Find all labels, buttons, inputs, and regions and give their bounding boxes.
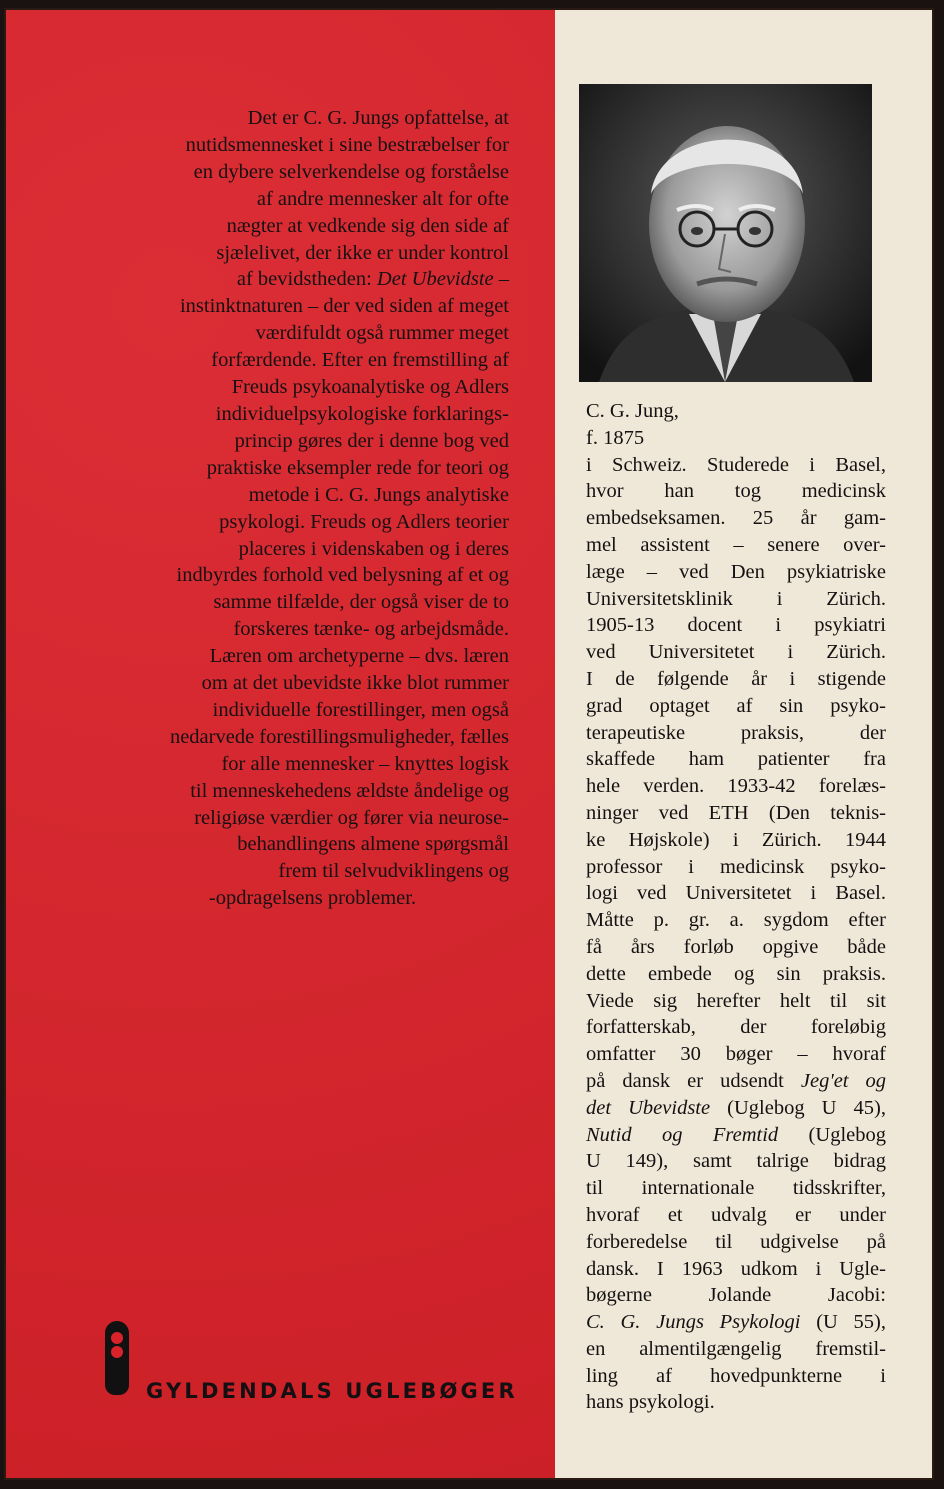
- line-text: (Uglebog: [778, 1123, 886, 1146]
- line-text: en almentilgængelig fremstil-: [586, 1337, 886, 1360]
- bio-line: [586, 478, 886, 505]
- blurb-line: [116, 858, 509, 885]
- line-text: læge – ved Den psykiatriske: [586, 560, 886, 583]
- line-text: terapeutiske praksis, der: [586, 721, 886, 744]
- blurb-line: [116, 240, 509, 267]
- blurb-line: [116, 132, 509, 159]
- line-text: ling af hovedpunkterne i: [586, 1364, 886, 1387]
- blurb-line: [116, 885, 509, 912]
- line-text: Freuds psykoanalytiske og Adlers: [231, 376, 509, 399]
- italic-title: det Ubevidste: [586, 1096, 711, 1119]
- owl-eye-icon: [111, 1332, 123, 1344]
- bio-line: [586, 1122, 886, 1149]
- line-text: ninger ved ETH (Den teknis-: [586, 801, 886, 824]
- blurb-line: [116, 266, 509, 293]
- line-text: individuelle forestillinger, men også: [212, 698, 509, 721]
- line-text: skaffede ham patienter fra: [586, 748, 886, 771]
- line-text: (U 55),: [800, 1311, 886, 1334]
- line-text: religiøse værdier og fører via neurose-: [194, 806, 509, 829]
- line-text: praktiske eksempler rede for teori og: [206, 456, 509, 479]
- line-text: logi ved Universitetet i Basel.: [586, 882, 886, 905]
- bio-line: [586, 827, 886, 854]
- italic-title: Jeg'et og: [800, 1069, 886, 1092]
- line-text: placeres i videnskaben og i deres: [238, 537, 509, 560]
- line-text: 1905-13 docent i psykiatri: [586, 614, 886, 637]
- bio-line: [586, 505, 886, 532]
- line-text: samme tilfælde, der også viser de to: [213, 591, 509, 614]
- bio-line: [586, 559, 886, 586]
- blurb-line: [116, 509, 509, 536]
- line-text: instinktnaturen – der ved siden af meget: [179, 295, 509, 318]
- publisher-name: GYLDENDALS UGLEBØGER: [146, 1379, 518, 1403]
- bio-line: [586, 988, 886, 1015]
- blurb-line: [116, 213, 509, 240]
- bio-line: [586, 666, 886, 693]
- line-text: hvoraf et udvalg er under: [586, 1203, 886, 1226]
- owl-logo-icon: [105, 1321, 129, 1395]
- line-text: på dansk er udsendt: [586, 1069, 801, 1092]
- bio-line: [586, 720, 886, 747]
- bio-line: [586, 1256, 886, 1283]
- bio-line: [586, 1363, 886, 1390]
- line-text: til internationale tidsskrifter,: [586, 1177, 886, 1200]
- line-text: indbyrdes forhold ved belysning af et og: [176, 564, 509, 587]
- bio-line: [586, 532, 886, 559]
- blurb-line: [116, 589, 509, 616]
- line-text: Måtte p. gr. a. sygdom efter: [586, 909, 886, 932]
- blurb-line: [116, 670, 509, 697]
- line-text: frem til selvudviklingens og: [278, 860, 509, 883]
- blurb-line: [116, 536, 509, 563]
- line-text: grad optaget af sin psyko-: [586, 694, 886, 717]
- blurb-line: [116, 374, 509, 401]
- blurb-line: [116, 482, 509, 509]
- blurb-line: [116, 105, 509, 132]
- line-text: dette embede og sin praksis.: [586, 962, 886, 985]
- bio-line: [586, 961, 886, 988]
- bio-line: [586, 1309, 886, 1336]
- bio-line: [586, 746, 886, 773]
- red-panel: [6, 10, 555, 1478]
- line-text: Viede sig herefter helt til sit: [586, 989, 886, 1012]
- line-text: en dybere selverkendelse og forståelse: [193, 160, 509, 183]
- blurb-text: [116, 105, 509, 912]
- bio-line: [586, 880, 886, 907]
- line-text: omfatter 30 bøger – hvoraf: [586, 1043, 886, 1066]
- line-text: sjælelivet, der ikke er under kontrol: [216, 241, 509, 264]
- line-text: nedarvede forestillingsmuligheder, fælles: [169, 725, 509, 748]
- blurb-line: [116, 616, 509, 643]
- blurb-line: [116, 751, 509, 778]
- line-text: Universitetsklinik i Zürich.: [586, 587, 886, 610]
- line-text: hvor han tog medicinsk: [586, 480, 886, 503]
- bio-line: [586, 1095, 886, 1122]
- italic-title: Det Ubevidste –: [376, 268, 509, 291]
- blurb-line: [116, 401, 509, 428]
- blurb-line: [116, 697, 509, 724]
- author-portrait: [579, 84, 872, 382]
- bio-line: [586, 1068, 886, 1095]
- blurb-line: [116, 562, 509, 589]
- blurb-line: [116, 159, 509, 186]
- line-text: af andre mennesker alt for ofte: [256, 187, 509, 210]
- line-text: metode i C. G. Jungs analytiske: [248, 483, 509, 506]
- bio-line: [586, 1175, 886, 1202]
- line-text: til menneskehedens ældste åndelige og: [190, 779, 509, 802]
- bio-line: [586, 1014, 886, 1041]
- bio-line: [586, 693, 886, 720]
- blurb-line: [116, 778, 509, 805]
- bio-line: [586, 1389, 886, 1416]
- blurb-line: [116, 643, 509, 670]
- owl-eye-icon: [111, 1346, 123, 1358]
- line-text: bøgerne Jolande Jacobi:: [586, 1284, 886, 1307]
- blurb-line: [116, 293, 509, 320]
- blurb-line: [116, 831, 509, 858]
- bio-line: [586, 907, 886, 934]
- bio-line: [586, 425, 886, 452]
- line-text: U 149), samt talrige bidrag: [586, 1150, 886, 1173]
- blurb-line: [116, 455, 509, 482]
- bio-line: [586, 612, 886, 639]
- line-text: embedseksamen. 25 år gam-: [586, 507, 886, 530]
- line-text: mel assistent – senere over-: [586, 533, 886, 556]
- line-text: psykologi. Freuds og Adlers teorier: [219, 510, 509, 533]
- line-text: værdifuldt også rummer meget: [255, 322, 509, 345]
- author-bio: [586, 398, 886, 1416]
- line-text: Læren om archetyperne – dvs. læren: [209, 645, 509, 668]
- blurb-line: [116, 805, 509, 832]
- bio-line: [586, 1282, 886, 1309]
- bio-line: [586, 639, 886, 666]
- line-text: hans psykologi.: [586, 1391, 715, 1414]
- line-text: af bevidstheden:: [236, 268, 377, 291]
- line-text: professor i medicinsk psyko-: [586, 855, 886, 878]
- blurb-line: [116, 347, 509, 374]
- line-text: dansk. I 1963 udkom i Ugle-: [586, 1257, 886, 1280]
- bio-line: [586, 1148, 886, 1175]
- line-text: hele verden. 1933-42 forelæs-: [586, 775, 886, 798]
- line-text: i Schweiz. Studerede i Basel,: [586, 453, 886, 476]
- bio-line: [586, 934, 886, 961]
- bio-line: [586, 1229, 886, 1256]
- line-text: behandlingens almene spørgsmål: [237, 833, 509, 856]
- line-text: individuelpsykologiske forklarings-: [215, 402, 509, 425]
- line-text: (Uglebog U 45),: [710, 1096, 886, 1119]
- bio-line: [586, 800, 886, 827]
- bio-line: [586, 1336, 886, 1363]
- italic-title: Nutid og Fremtid: [586, 1123, 779, 1146]
- line-text: I de følgende år i stigende: [586, 667, 886, 690]
- line-text: forberedelse til udgivelse på: [586, 1230, 886, 1253]
- bio-line: [586, 773, 886, 800]
- italic-title: C. G. Jungs Psykologi: [586, 1311, 801, 1334]
- bio-line: [586, 586, 886, 613]
- line-text: Det er C. G. Jungs opfattelse, at: [247, 107, 509, 129]
- line-text: få års forløb opgive både: [586, 935, 886, 958]
- line-text: for alle mennesker – knyttes logisk: [221, 752, 509, 775]
- line-text: ke Højskole) i Zürich. 1944: [586, 828, 886, 851]
- line-text: nægter at vedkende sig den side af: [226, 214, 509, 237]
- bio-line: [586, 398, 886, 425]
- bio-line: [586, 1202, 886, 1229]
- line-text: ved Universitetet i Zürich.: [586, 641, 886, 664]
- line-text: forfærdende. Efter en fremstilling af: [211, 349, 509, 372]
- bio-line: [586, 1041, 886, 1068]
- line-text: C. G. Jung,: [586, 400, 679, 422]
- line-text: nutidsmennesket i sine bestræbelser for: [185, 133, 509, 156]
- line-text: om at det ubevidste ikke blot rummer: [201, 672, 509, 695]
- blurb-line: [116, 320, 509, 347]
- blurb-line: [116, 428, 509, 455]
- line-text: forfatterskab, der foreløbig: [586, 1016, 886, 1039]
- bio-line: [586, 452, 886, 479]
- bio-line: [586, 854, 886, 881]
- blurb-line: [116, 724, 509, 751]
- book-back-cover: [6, 10, 932, 1478]
- line-text: princip gøres der i denne bog ved: [234, 429, 509, 452]
- line-text: f. 1875: [586, 426, 645, 449]
- blurb-line: [116, 186, 509, 213]
- line-text: forskeres tænke- og arbejdsmåde.: [233, 618, 509, 641]
- line-text: -opdragelsens problemer.: [208, 887, 417, 910]
